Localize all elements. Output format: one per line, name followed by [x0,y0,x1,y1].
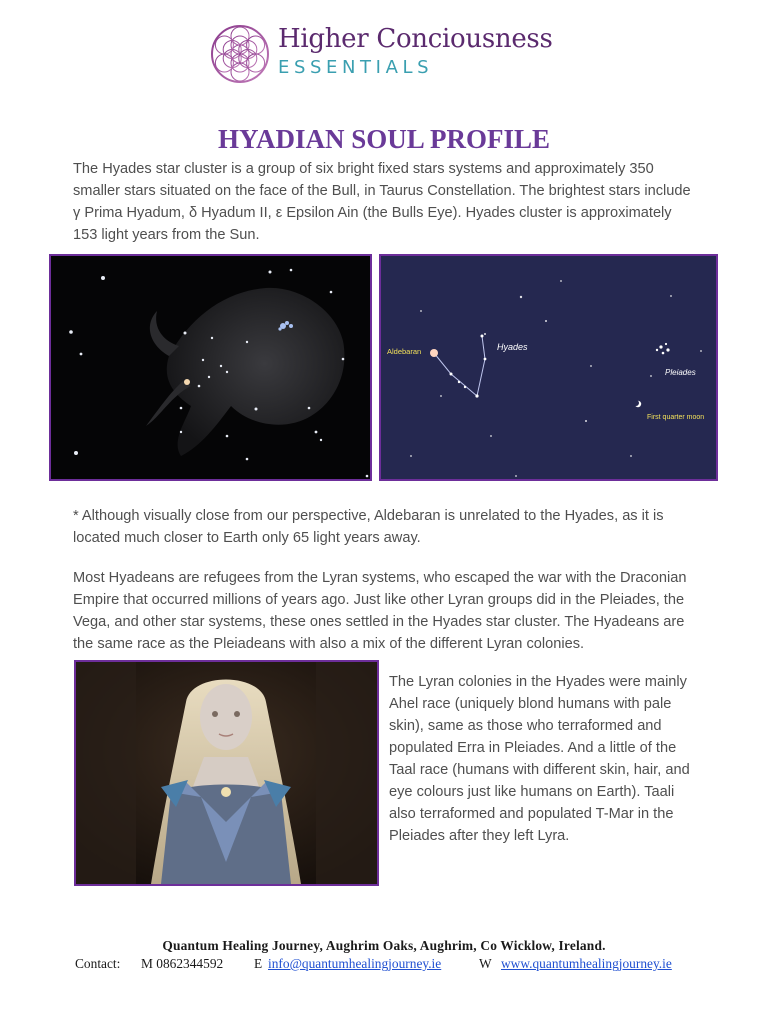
brand-name: Higher Conciousness [278,24,553,54]
mobile-number: M 0862344592 [141,956,224,971]
lyran-colonies-paragraph: The Lyran colonies in the Hyades were mainly Ahel race (uniquely blond humans with pale skin), same as those who terraformed and populated Erra in Pleiades. And a little of the Taal race (humans with different skin, hair, and eye colours just like humans on Earth). Taali also terraformed and populated T-Mar in the Pleiades after they left Lyra. [389,674,690,844]
moon-label: First quarter moon [647,414,705,421]
brand-subtitle: ESSENTIALS [278,57,434,78]
hyades-sky-chart-image [379,254,718,481]
flower-of-life-icon [210,24,270,84]
website-link[interactable]: www.quantumhealingjourney.ie [501,956,672,971]
page-title: HYADIAN SOUL PROFILE [217,124,551,154]
hyadean-portrait-image [74,660,379,886]
email-link[interactable]: info@quantumhealingjourney.ie [268,956,442,971]
intro-paragraph: The Hyades star cluster is a group of six bright fixed stars systems and approximately 350 smaller stars situated on the face of the Bull, in Taurus Constellation. The brightest stars include γ Prima Hyadum, δ Hyadum II, ε Epsilon Ain (the Bulls Eye). Hyades cluster is approximately 153 light years from the Sun. [73,161,691,243]
history-paragraph: Most Hyadeans are refugees from the Lyran systems, who escaped the war with the Draconian Empire that occurred millions of years ago. Just like other Lyran groups did in the Pleiades, the Vega, and other star systems, these ones settled in the Hyades star cluster. The Hyadeans are the same race as the Pleiadeans with also a mix of the different Lyran colonies. [73,570,687,652]
contact-label: Contact: [75,956,121,971]
hyades-label: Hyades [497,342,528,352]
email-label: E [254,956,263,971]
aldebaran-note: * Although visually close from our perspective, Aldebaran is unrelated to the Hyades, as it is located much closer to Earth only 65 light years away. [73,508,664,546]
brand-logo [210,24,570,84]
taurus-constellation-image [49,254,372,481]
web-label: W [479,956,492,971]
footer-address: Quantum Healing Journey, Aughrim Oaks, Aughrim, Co Wicklow, Ireland. [162,938,606,953]
pleiades-label: Pleiades [665,368,696,377]
aldebaran-label: Aldebaran [387,347,422,356]
